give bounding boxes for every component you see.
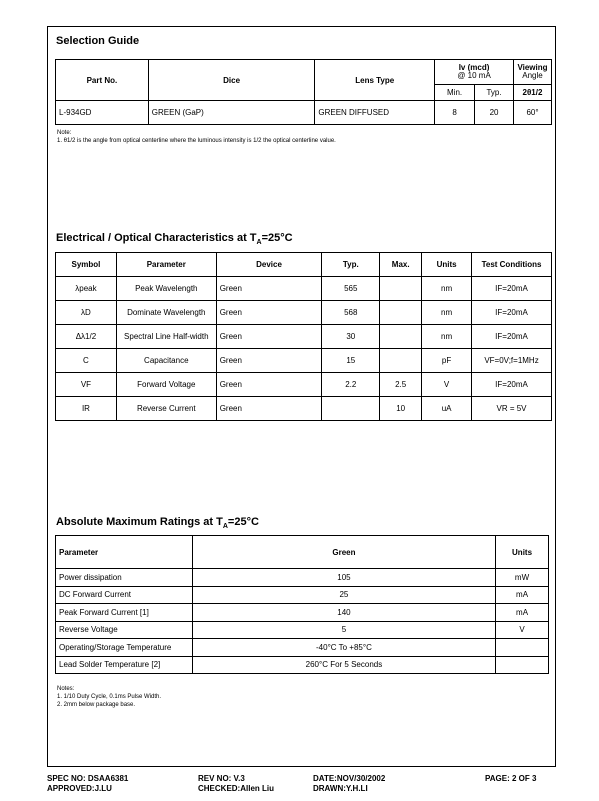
absolute-notes [57, 685, 161, 709]
footer-page [485, 774, 536, 784]
parameter: Peak Wavelength [116, 277, 216, 301]
footer-rev [198, 774, 274, 794]
electrical-title-temp: =25°C [261, 232, 293, 244]
value: -40°C To +85°C [192, 639, 495, 657]
note-2: 2. 2mm below package base. [57, 702, 136, 708]
lens-type: GREEN DIFFUSED [315, 101, 435, 125]
parameter: Power dissipation [56, 569, 193, 587]
units [496, 639, 549, 657]
col-header-viewing [513, 60, 551, 85]
col-header-green: Green [192, 536, 495, 569]
table-row [56, 373, 552, 397]
parameter: Reverse Current [116, 397, 216, 421]
units: uA [422, 397, 472, 421]
iv-label: Iv (mcd) [458, 63, 490, 72]
units: nm [422, 301, 472, 325]
device: Green [216, 397, 322, 421]
electrical-table [55, 252, 552, 421]
typ: 15 [322, 349, 380, 373]
parameter: DC Forward Current [56, 586, 193, 604]
parameter: Operating/Storage Temperature [56, 639, 193, 657]
typ: 568 [322, 301, 380, 325]
dice: GREEN (GaP) [148, 101, 315, 125]
notes-title: Notes: [57, 686, 75, 692]
electrical-title-text: Electrical / Optical Characteristics at T [56, 232, 257, 244]
selection-guide-table [55, 59, 552, 125]
col-header-parameter: Parameter [116, 253, 216, 277]
table-row [56, 621, 549, 639]
symbol: VF [56, 373, 117, 397]
iv-condition: @ 10 mA [457, 71, 491, 80]
symbol: λD [56, 301, 117, 325]
max [380, 277, 422, 301]
table-row [56, 101, 552, 125]
electrical-title [56, 232, 293, 246]
note-title: Note: [57, 130, 72, 136]
max [380, 325, 422, 349]
typ: 565 [322, 277, 380, 301]
value: 260°C For 5 Seconds [192, 656, 495, 674]
units: V [422, 373, 472, 397]
device: Green [216, 373, 322, 397]
units: mW [496, 569, 549, 587]
page-number: PAGE: 2 OF 3 [485, 774, 537, 783]
col-header-iv [435, 60, 514, 85]
iv-min: 8 [435, 101, 475, 125]
col-header-part-no: Part No. [56, 60, 149, 101]
table-row [56, 656, 549, 674]
note-text: 1. θ1/2 is the angle from optical centerline where the luminous intensity is 1/2 the optical centerline value. [57, 138, 336, 144]
max: 10 [380, 397, 422, 421]
table-row [56, 349, 552, 373]
col-header-typ: Typ. [475, 85, 514, 101]
device: Green [216, 301, 322, 325]
selection-note [57, 129, 336, 145]
iv-typ: 20 [475, 101, 514, 125]
parameter: Spectral Line Half-width [116, 325, 216, 349]
viewing-label: Viewing [517, 63, 548, 72]
col-header-lens-type: Lens Type [315, 60, 435, 101]
test-conditions: IF=20mA [472, 301, 552, 325]
test-conditions: IF=20mA [472, 325, 552, 349]
col-header-min: Min. [435, 85, 475, 101]
footer-date [313, 774, 385, 794]
table-row [56, 301, 552, 325]
col-header-parameter: Parameter [56, 536, 193, 569]
test-conditions: IF=20mA [472, 277, 552, 301]
value: 140 [192, 604, 495, 622]
symbol: C [56, 349, 117, 373]
footer-left [47, 774, 128, 794]
units: V [496, 621, 549, 639]
checked-by: CHECKED:Allen Liu [198, 784, 274, 793]
parameter: Capacitance [116, 349, 216, 373]
value: 25 [192, 586, 495, 604]
approved-by: APPROVED:J.LU [47, 784, 112, 793]
test-conditions: VR = 5V [472, 397, 552, 421]
col-header-symbol: Symbol [56, 253, 117, 277]
col-header-max: Max. [380, 253, 422, 277]
parameter: Forward Voltage [116, 373, 216, 397]
col-header-dice: Dice [148, 60, 315, 101]
spec-no: SPEC NO: DSAA6381 [47, 774, 129, 783]
device: Green [216, 325, 322, 349]
absolute-title-text: Absolute Maximum Ratings at T [56, 516, 223, 528]
units: mA [496, 604, 549, 622]
value: 5 [192, 621, 495, 639]
test-conditions: IF=20mA [472, 373, 552, 397]
absolute-ratings-title [56, 516, 259, 530]
typ: 30 [322, 325, 380, 349]
table-row [56, 586, 549, 604]
max: 2.5 [380, 373, 422, 397]
symbol: λpeak [56, 277, 117, 301]
max [380, 301, 422, 325]
max [380, 349, 422, 373]
drawn-by: DRAWN:Y.H.LI [313, 784, 368, 793]
note-1: 1. 1/10 Duty Cycle, 0.1ms Pulse Width. [57, 694, 162, 700]
units: pF [422, 349, 472, 373]
table-row [56, 604, 549, 622]
part-no: L-934GD [56, 101, 149, 125]
table-row [56, 397, 552, 421]
viewing-angle: 60° [513, 101, 551, 125]
selection-guide-title: Selection Guide [56, 35, 140, 47]
electrical-title-sub: A [256, 239, 262, 247]
units: nm [422, 277, 472, 301]
date: DATE:NOV/30/2002 [313, 774, 386, 783]
typ: 2.2 [322, 373, 380, 397]
symbol: IR [56, 397, 117, 421]
angle-label: Angle [522, 71, 543, 80]
units [496, 656, 549, 674]
col-header-device: Device [216, 253, 322, 277]
col-header-2theta: 2θ1/2 [513, 85, 551, 101]
col-header-test-conditions: Test Conditions [472, 253, 552, 277]
absolute-title-sub: A [222, 523, 228, 531]
table-row [56, 277, 552, 301]
device: Green [216, 349, 322, 373]
table-row [56, 569, 549, 587]
symbol: Δλ1/2 [56, 325, 117, 349]
typ [322, 397, 380, 421]
parameter: Peak Forward Current [1] [56, 604, 193, 622]
device: Green [216, 277, 322, 301]
test-conditions: VF=0V;f=1MHz [472, 349, 552, 373]
table-row [56, 639, 549, 657]
rev-no: REV NO: V.3 [198, 774, 245, 783]
parameter: Lead Solder Temperature [2] [56, 656, 193, 674]
units: mA [496, 586, 549, 604]
parameter: Dominate Wavelength [116, 301, 216, 325]
table-row [56, 325, 552, 349]
col-header-units: Units [422, 253, 472, 277]
parameter: Reverse Voltage [56, 621, 193, 639]
units: nm [422, 325, 472, 349]
value: 105 [192, 569, 495, 587]
col-header-typ: Typ. [322, 253, 380, 277]
absolute-ratings-table [55, 535, 549, 674]
absolute-title-temp: =25°C [227, 516, 259, 528]
col-header-units: Units [496, 536, 549, 569]
